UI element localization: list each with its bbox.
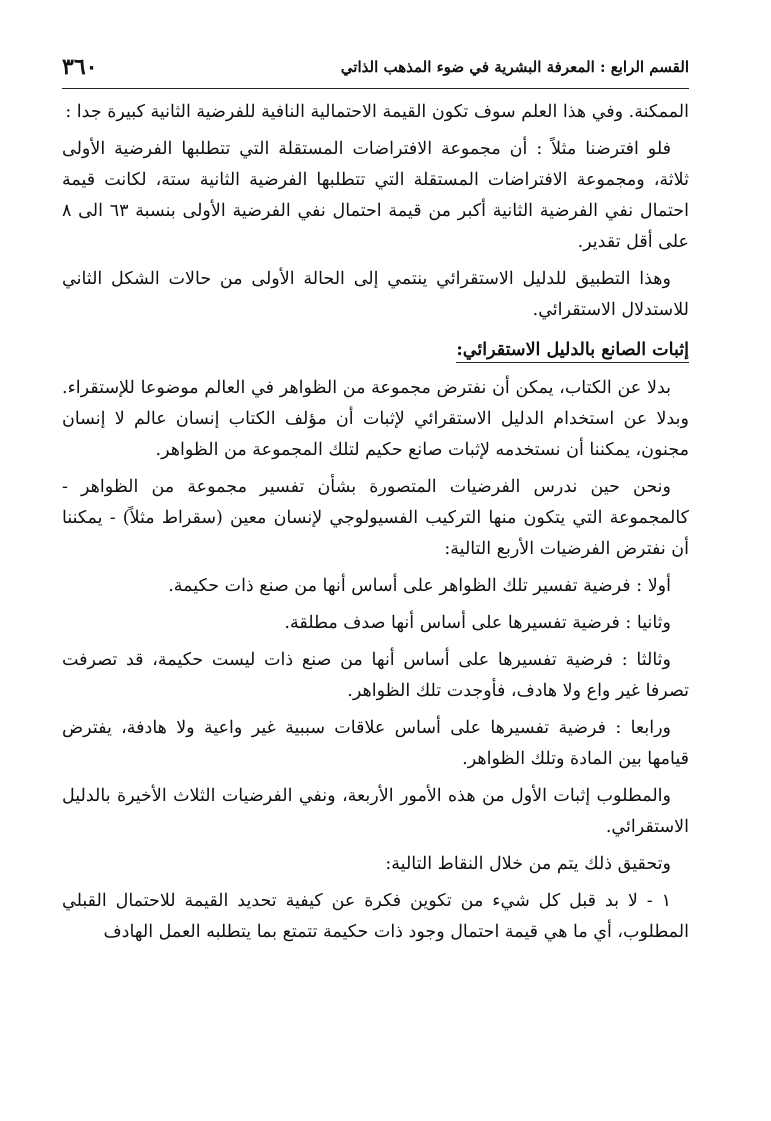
section-heading: إثبات الصانع بالدليل الاستقرائي: <box>456 340 689 363</box>
running-header-title: القسم الرابع : المعرفة البشرية في ضوء المذهب الذاتي <box>340 58 689 76</box>
paragraph: الممكنة. وفي هذا العلم سوف تكون القيمة الاحتمالية النافية للفرضية الثانية كبيرة جدا : <box>65 102 689 122</box>
page-header <box>62 52 689 89</box>
numbered-point: ١ - لا بد قبل كل شيء من تكوين فكرة عن كيفية تحديد القيمة للاحتمال القبلي المطلوب، أي ما هي قيمة احتمال وجود ذات حكيمة تتمتع بما يتطلبه العمل الهادف <box>62 891 689 942</box>
page-number: ٣٦٠ <box>62 54 98 80</box>
book-page <box>62 52 689 954</box>
paragraph: فلو افترضنا مثلاً : أن مجموعة الافتراضات المستقلة التي تتطلبها الفرضية الأولى ثلاثة، ومجموعة الافتراضات المستقلة التي تتطلبها الفرضية الثانية ستة، لكانت قيمة احتمال نفي الفرضية الثانية أكبر من قيمة احتمال نفي الفرضية الأولى بنسبة ٦٣ الى ٨ على أقل تقدير. <box>62 139 689 252</box>
hypothesis-item: وثانيا : فرضية تفسيرها على أساس أنها صدف مطلقة. <box>284 613 671 633</box>
paragraph: وتحقيق ذلك يتم من خلال النقاط التالية: <box>385 854 671 874</box>
hypothesis-item: ورابعا : فرضية تفسيرها على أساس علاقات سببية غير واعية ولا هادفة، يفترض قيامها بين المادة وتلك الظواهر. <box>62 718 689 769</box>
paragraph: ونحن حين ندرس الفرضيات المتصورة بشأن تفسير مجموعة من الظواهر - كالمجموعة التي يتكون منها التركيب الفسيولوجي لإنسان معين (سقراط مثلاً) - يمكننا أن نفترض الفرضيات الأربع التالية: <box>62 477 689 559</box>
hypothesis-item: وثالثا : فرضية تفسيرها على أساس أنها من صنع ذات ليست حكيمة، قد تصرفت تصرفا غير واع ولا هادف، فأوجدت تلك الظواهر. <box>62 650 689 701</box>
paragraph: وهذا التطبيق للدليل الاستقرائي ينتمي إلى الحالة الأولى من حالات الشكل الثاني للاستدلال الاستقرائي. <box>62 269 689 320</box>
paragraph: بدلا عن الكتاب، يمكن أن نفترض مجموعة من الظواهر في العالم موضوعا للإستقراء. وبدلا عن استخدام الدليل الاستقرائي لإثبات أن مؤلف الكتاب إنسان عالم لا إنسان مجنون، يمكننا أن نستخدمه لإثبات صانع حكيم لتلك المجموعة من الظواهر. <box>62 378 689 460</box>
hypothesis-item: أولا : فرضية تفسير تلك الظواهر على أساس أنها من صنع ذات حكيمة. <box>168 576 671 596</box>
paragraph: والمطلوب إثبات الأول من هذه الأمور الأربعة، ونفي الفرضيات الثلاث الأخيرة بالدليل الاستقرائي. <box>62 786 689 837</box>
